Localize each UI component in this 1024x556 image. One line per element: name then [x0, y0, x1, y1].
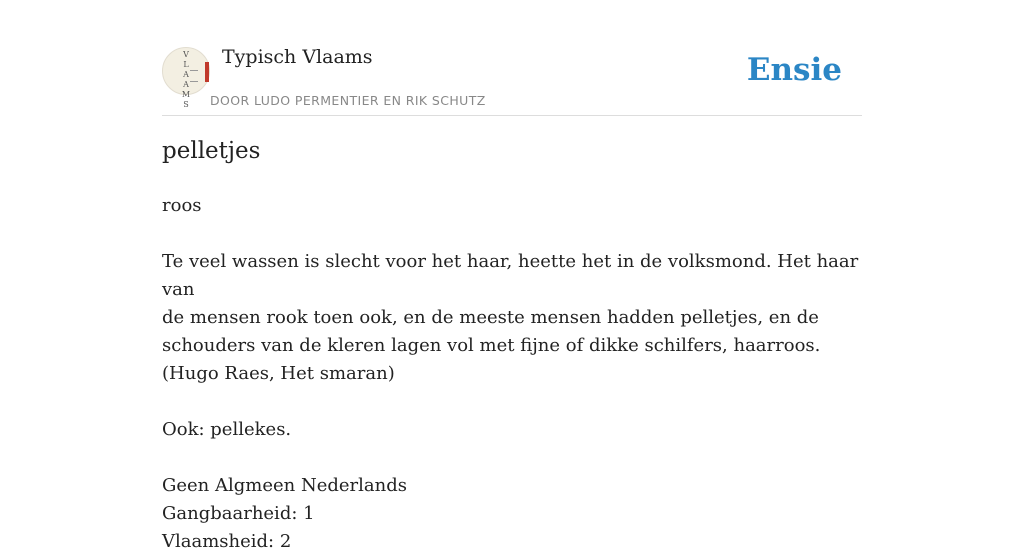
entry-variant: Ook: pellekes. — [162, 419, 292, 440]
logo-lettering: V L A A M S — [181, 50, 191, 109]
header — [162, 44, 862, 116]
logo-decoration — [190, 70, 198, 82]
quote-source: (Hugo Raes, Het smaran) — [162, 363, 395, 384]
quote-line: schouders van de kleren lagen vol met fijne of dikke schilfers, haarroos. — [162, 335, 821, 356]
entry-status: Geen Algmeen Nederlands — [162, 475, 407, 496]
quote-line: Te veel wassen is slecht voor het haar, heette het in de volksmond. Het haar van — [162, 251, 859, 300]
entry-vlaamsheid: Vlaamsheid: 2 — [162, 531, 292, 552]
entry-definition: roos — [162, 195, 202, 216]
entry-body — [162, 192, 862, 556]
entry-gangbaarheid: Gangbaarheid: 1 — [162, 503, 315, 524]
logo-stripe — [205, 62, 209, 82]
entry-title: pelletjes — [162, 138, 261, 164]
quote-line: de mensen rook toen ook, en de meeste mensen hadden pelletjes, en de — [162, 307, 819, 328]
ensie-logo-link[interactable]: Ensie — [746, 52, 842, 88]
blog-logo[interactable] — [162, 47, 210, 109]
byline: DOOR LUDO PERMENTIER EN RIK SCHUTZ — [210, 93, 486, 108]
blog-title[interactable]: Typisch Vlaams — [222, 46, 373, 68]
